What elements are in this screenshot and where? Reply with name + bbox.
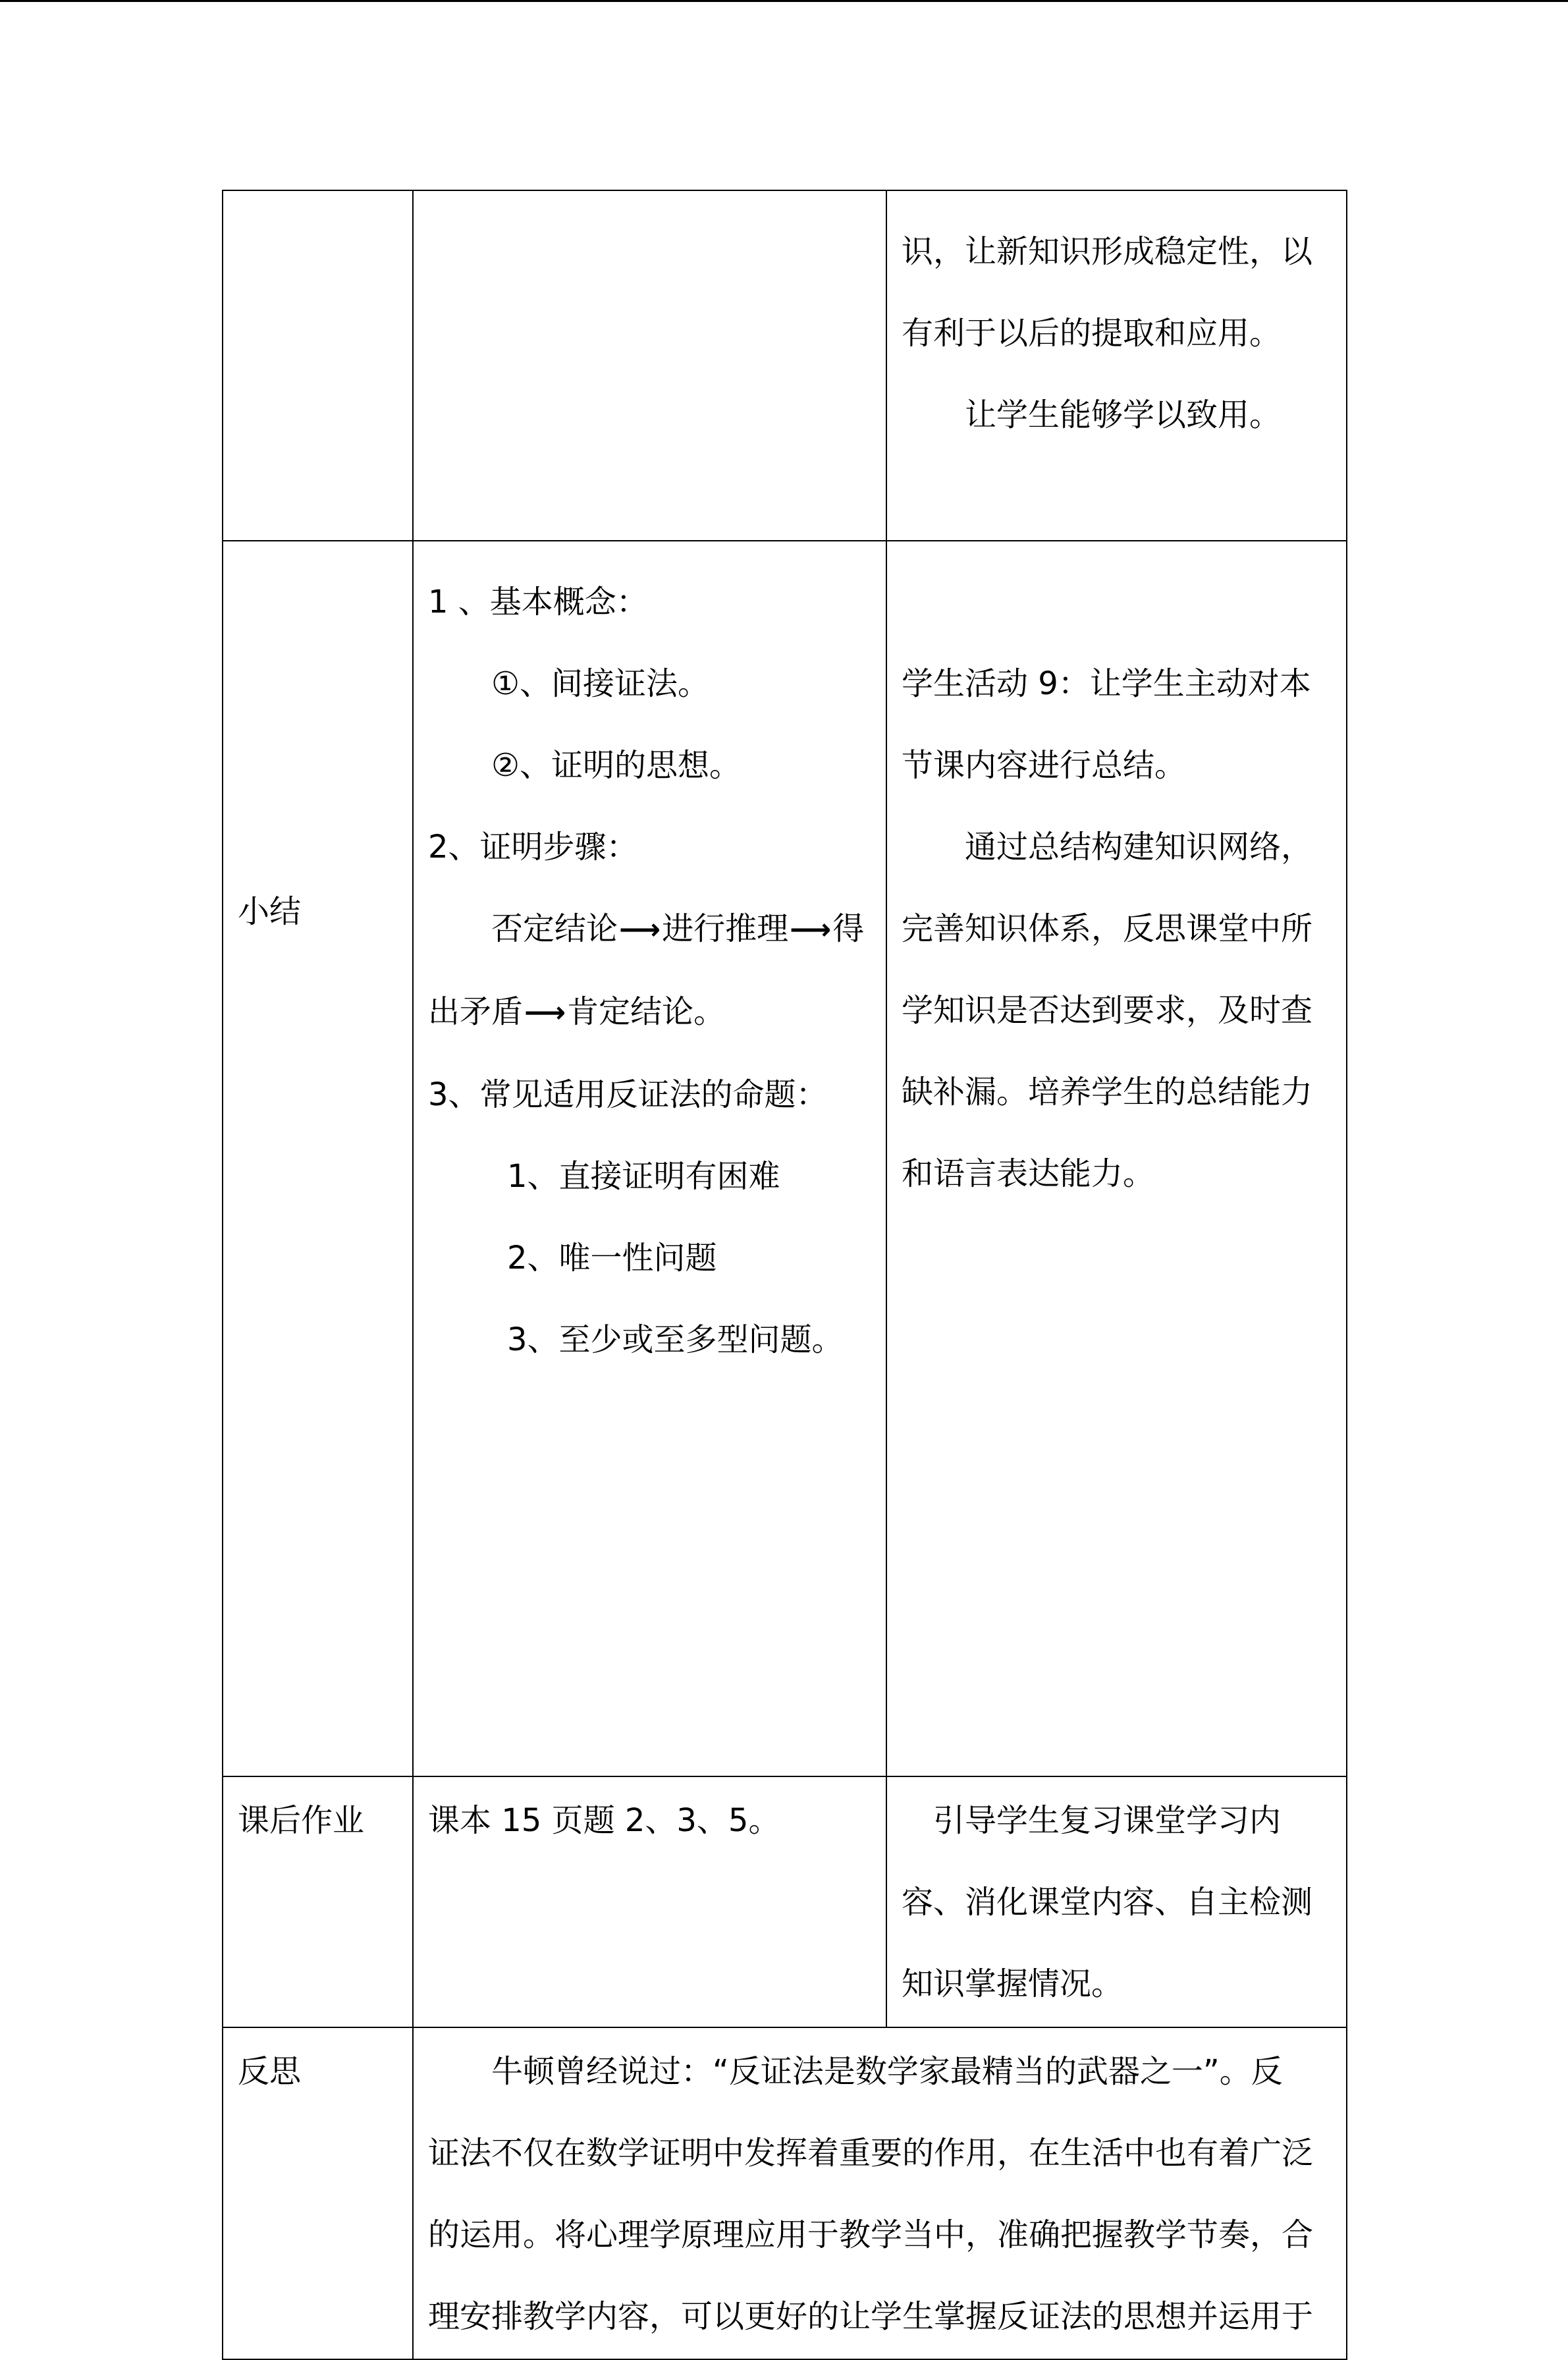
summary-sub-item: 2、唯一性问题 [507,1240,717,1276]
design-line: 通过总结构建知识网络， [965,829,1313,865]
design-line: 完善知识体系，反思课堂中所 [902,910,1313,947]
homework-text: 课本 15 页题 2、3、5。 [428,1802,780,1839]
design-line: 引导学生复习课堂学习内 [933,1802,1282,1839]
design-line: 缺补漏。培养学生的总结能力 [902,1074,1313,1111]
summary-item-title: 3、常见适用反证法的命题： [428,1076,828,1113]
design-line: 和语言表达能力。 [902,1155,1155,1192]
row-label: 小结 [238,893,302,930]
summary-item-title: 1 、基本概念： [428,584,648,620]
cell-design-homework [886,1776,1347,2027]
summary-sub-item: 1、直接证明有困难 [507,1158,780,1195]
arrow-right-icon: ⟶ [619,913,661,947]
page-top-border [0,0,1568,2]
cell-design-summary [886,541,1347,1776]
reflection-line: 证法不仅在数学证明中发挥着重要的作用，在生活中也有着广泛 [428,2135,1314,2172]
summary-sub-item: 3、至少或至多型问题。 [507,1321,844,1358]
table-row-homework [223,1776,1347,2027]
step-text: 否定结论 [491,910,618,947]
row-label: 反思 [238,2053,302,2090]
arrow-right-icon: ⟶ [790,913,832,947]
design-line: 让学生能够学以致用。 [965,397,1282,433]
design-line: 有利于以后的提取和应用。 [902,315,1282,352]
design-line: 节课内容进行总结。 [902,747,1187,784]
design-line: 学生活动 9：让学生主动对本 [902,665,1311,702]
summary-sub-item: ①、间接证法。 [491,665,710,702]
step-text: 得 [832,910,865,947]
table-row-reflection [223,2027,1347,2359]
cell-content-reflection [413,2027,1347,2359]
cell-label-empty [223,190,413,541]
reflection-line: 牛顿曾经说过：“反证法是数学家最精当的武器之一”。反 [491,2053,1283,2090]
cell-content-homework [413,1776,886,2027]
cell-design-continuation [886,190,1347,541]
reflection-line: 理安排教学内容，可以更好的让学生掌握反证法的思想并运用于 [428,2298,1314,2335]
cell-content-empty [413,190,886,541]
proof-steps-line-1 [428,888,871,971]
lesson-plan-table [222,190,1347,2360]
table-row-continuation [223,190,1347,541]
step-text: 进行推理 [662,910,789,947]
summary-sub-item: ②、证明的思想。 [491,747,742,784]
summary-item-title: 2、证明步骤： [428,829,638,865]
proof-steps-line-2 [428,971,871,1054]
design-line: 学知识是否达到要求，及时查 [902,992,1313,1029]
cell-label-reflection [223,2027,413,2359]
step-text: 出矛盾 [428,993,524,1030]
cell-label-homework [223,1776,413,2027]
cell-content-summary [413,541,886,1776]
arrow-right-icon: ⟶ [524,996,566,1029]
row-label: 课后作业 [238,1802,365,1839]
design-line: 容、消化课堂内容、自主检测 [902,1884,1313,1921]
design-line: 识，让新知识形成稳定性，以 [902,233,1313,270]
reflection-line: 的运用。将心理学原理应用于教学当中，准确把握教学节奏，合 [428,2216,1314,2253]
step-text: 肯定结论。 [567,993,726,1030]
table-row-summary [223,541,1347,1776]
cell-label-summary [223,541,413,1776]
design-line: 知识掌握情况。 [902,1965,1123,2002]
